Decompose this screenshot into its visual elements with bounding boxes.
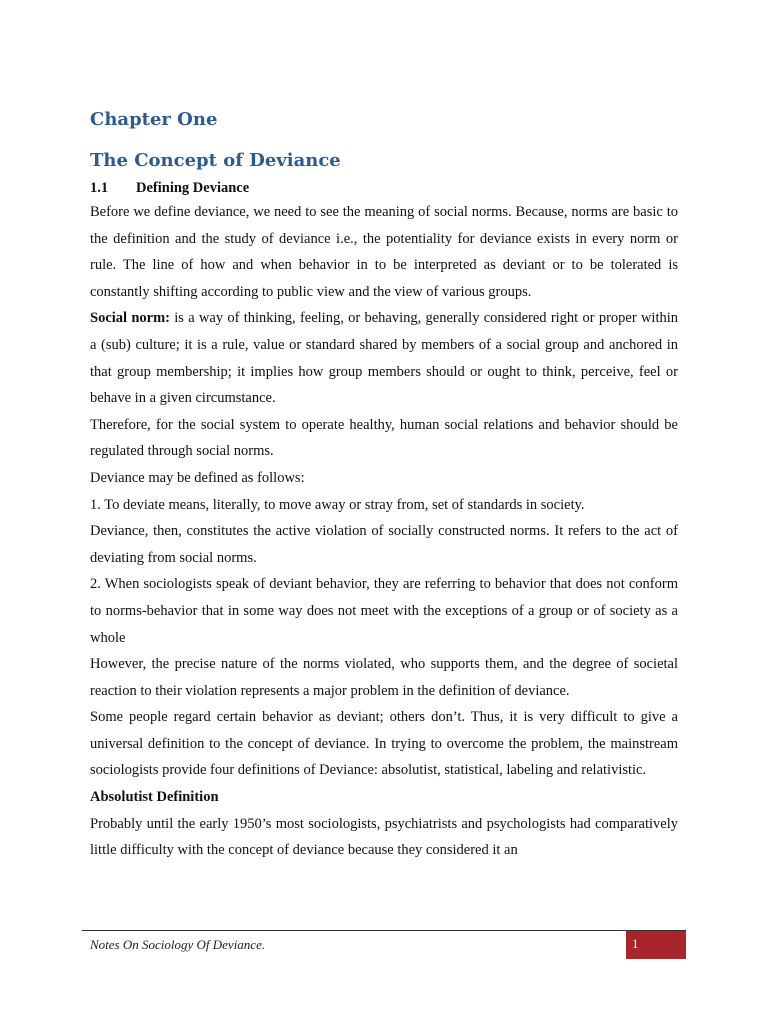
paragraph-precise-nature: However, the precise nature of the norms violated, who supports them, and the degree of societal reaction to their violation represents a major problem in the definition of deviance. bbox=[90, 656, 678, 699]
paragraph-four-definitions: Some people regard certain behavior as deviant; others don’t. Thus, it is very difficult to give a universal definition to the concept of deviance. In trying to overcome the problem, the mainstream sociologists provide four definitions of Deviance: absolutist, statistical, labeling and relativistic. bbox=[90, 709, 678, 779]
social-norm-definition: is a way of thinking, feeling, or behaving, generally considered right or proper within a (sub) culture; it is a rule, value or standard shared by members of a social group and anchored in that group membership; it implies how group members should or ought to think, perceive, feel or behave in a given circumstance. bbox=[90, 310, 679, 407]
subsection-title: Defining Deviance bbox=[136, 180, 250, 196]
section-title: The Concept of Deviance bbox=[90, 150, 341, 171]
page-number-badge: 1 bbox=[626, 931, 686, 959]
chapter-heading: Chapter One bbox=[90, 109, 218, 130]
paragraph-social-norm bbox=[90, 305, 678, 411]
subsection-heading bbox=[90, 177, 678, 199]
page-footer bbox=[82, 930, 686, 959]
absolutist-heading: Absolutist Definition bbox=[90, 789, 219, 806]
paragraph-regulation: Therefore, for the social system to operate healthy, human social relations and behavior should be regulated through social norms. bbox=[90, 416, 678, 460]
footer-title: Notes On Sociology Of Deviance. bbox=[90, 937, 266, 952]
paragraph-definition-1: 1. To deviate means, literally, to move away or stray from, set of standards in society. bbox=[90, 496, 585, 513]
paragraph-absolutist: Probably until the early 1950’s most sociologists, psychiatrists and psychologists had comparatively little difficulty with the concept of deviance because they considered it an bbox=[90, 815, 678, 859]
paragraph-definition-2: 2. When sociologists speak of deviant behavior, they are referring to behavior that does not conform to norms-behavior that in some way does not meet with the exceptions of a group or of society as a whole bbox=[90, 576, 678, 646]
paragraph-defined-as: Deviance may be defined as follows: bbox=[90, 469, 305, 486]
social-norm-label: Social norm: bbox=[90, 310, 170, 327]
paragraph-active-violation: Deviance, then, constitutes the active violation of socially constructed norms. It refers to the act of deviating from social norms. bbox=[90, 523, 678, 566]
page-content bbox=[90, 105, 678, 864]
subsection-number: 1.1 bbox=[90, 180, 109, 196]
paragraph-norms-intro: Before we define deviance, we need to see the meaning of social norms. Because, norms are basic to the definition and the study of deviance i.e., the potentiality for deviance exists in every norm or rule. The line of how and when behavior in to be interpreted as deviant or to be tolerated is constantly shifting according to public view and the view of various groups. bbox=[90, 204, 678, 300]
